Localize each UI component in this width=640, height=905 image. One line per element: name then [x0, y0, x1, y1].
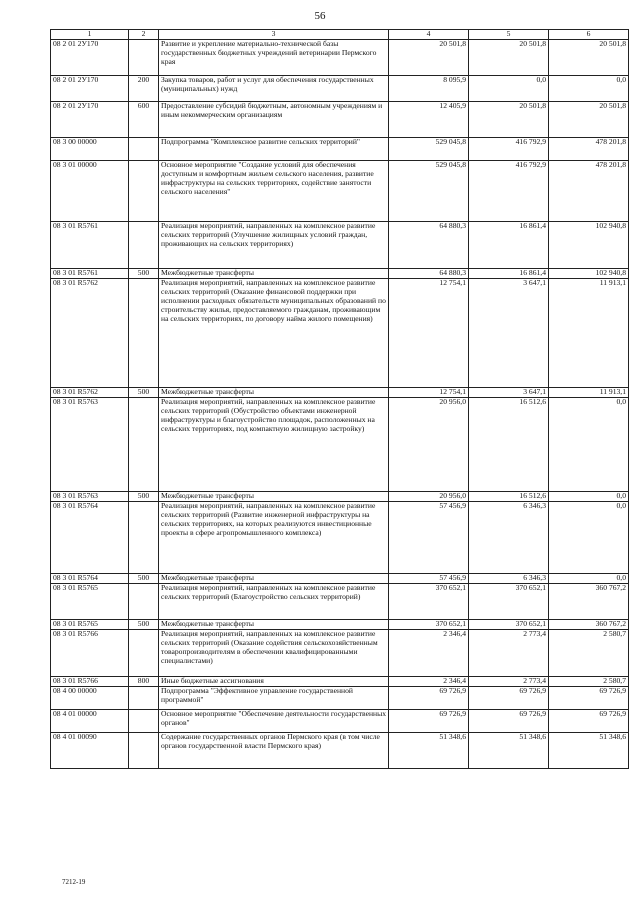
table-row — [51, 40, 629, 76]
amount-col6: 0,0 — [549, 76, 629, 102]
amount-col5: 0,0 — [469, 76, 549, 102]
budget-code: 08 4 01 00090 — [51, 733, 129, 769]
table-row — [51, 222, 629, 269]
amount-col4: 20 956,0 — [389, 492, 469, 502]
budget-code: 08 2 01 2У170 — [51, 76, 129, 102]
item-name: Закупка товаров, работ и услуг для обеспечения государственных (муниципальных) нужд — [159, 76, 389, 102]
table-row — [51, 584, 629, 620]
table-row — [51, 76, 629, 102]
item-name: Предоставление субсидий бюджетным, автономным учреждениям и иным некоммерческим организациям — [159, 102, 389, 138]
amount-col5: 20 501,8 — [469, 40, 549, 76]
amount-col6: 478 201,8 — [549, 161, 629, 222]
amount-col5: 6 346,3 — [469, 502, 549, 574]
item-name: Реализация мероприятий, направленных на комплексное развитие сельских территорий (Улучшение жилищных условий граждан, проживающих на сельских территориях) — [159, 222, 389, 269]
expense-type-code — [129, 398, 159, 492]
item-name: Межбюджетные трансферты — [159, 388, 389, 398]
amount-col4: 12 754,1 — [389, 279, 469, 388]
table-row — [51, 279, 629, 388]
amount-col4: 57 456,9 — [389, 574, 469, 584]
amount-col4: 12 405,9 — [389, 102, 469, 138]
amount-col5: 3 647,1 — [469, 279, 549, 388]
column-header-3: 3 — [159, 30, 389, 40]
amount-col6: 0,0 — [549, 492, 629, 502]
expense-type-code — [129, 502, 159, 574]
budget-code: 08 3 01 R5765 — [51, 584, 129, 620]
amount-col4: 529 045,8 — [389, 138, 469, 161]
budget-code: 08 3 01 R5763 — [51, 398, 129, 492]
table-row — [51, 677, 629, 687]
budget-code: 08 3 01 R5763 — [51, 492, 129, 502]
budget-code: 08 3 01 R5764 — [51, 574, 129, 584]
amount-col4: 12 754,1 — [389, 388, 469, 398]
budget-code: 08 4 00 00000 — [51, 687, 129, 710]
amount-col6: 0,0 — [549, 502, 629, 574]
amount-col4: 370 652,1 — [389, 620, 469, 630]
amount-col5: 3 647,1 — [469, 388, 549, 398]
budget-code: 08 3 00 00000 — [51, 138, 129, 161]
expense-type-code — [129, 733, 159, 769]
budget-table — [50, 29, 629, 769]
amount-col6: 102 940,8 — [549, 269, 629, 279]
amount-col6: 2 580,7 — [549, 677, 629, 687]
item-name: Реализация мероприятий, направленных на комплексное развитие сельских территорий (Оказание финансовой поддержки при исполнении расходных обязательств муниципальных образований по строительству жилья, предоставляемого гражданам, проживающим на сельских территориях, по договору найма жилого помещения) — [159, 279, 389, 388]
document-id: 7212-19 — [62, 878, 86, 886]
amount-col4: 20 501,8 — [389, 40, 469, 76]
expense-type-code — [129, 279, 159, 388]
item-name: Межбюджетные трансферты — [159, 620, 389, 630]
amount-col4: 57 456,9 — [389, 502, 469, 574]
amount-col6: 20 501,8 — [549, 102, 629, 138]
amount-col6: 360 767,2 — [549, 620, 629, 630]
budget-code: 08 4 01 00000 — [51, 710, 129, 733]
amount-col5: 370 652,1 — [469, 584, 549, 620]
budget-code: 08 3 01 R5762 — [51, 388, 129, 398]
budget-code: 08 3 01 00000 — [51, 161, 129, 222]
table-row — [51, 710, 629, 733]
table-row — [51, 492, 629, 502]
item-name: Реализация мероприятий, направленных на комплексное развитие сельских территорий (Оказание содействия сельскохозяйственным товаропроизводителям в обеспечении квалифицированными специалистами) — [159, 630, 389, 677]
amount-col6: 0,0 — [549, 398, 629, 492]
item-name: Иные бюджетные ассигнования — [159, 677, 389, 687]
expense-type-code: 800 — [129, 677, 159, 687]
item-name: Развитие и укрепление материально-технической базы государственных бюджетных учреждений ветеринарии Пермского края — [159, 40, 389, 76]
table-row — [51, 620, 629, 630]
amount-col4: 2 346,4 — [389, 630, 469, 677]
column-header-6: 6 — [549, 30, 629, 40]
amount-col6: 20 501,8 — [549, 40, 629, 76]
budget-code: 08 3 01 R5764 — [51, 502, 129, 574]
amount-col5: 20 501,8 — [469, 102, 549, 138]
amount-col4: 8 095,9 — [389, 76, 469, 102]
amount-col5: 416 792,9 — [469, 161, 549, 222]
item-name: Межбюджетные трансферты — [159, 492, 389, 502]
expense-type-code — [129, 138, 159, 161]
expense-type-code: 500 — [129, 574, 159, 584]
amount-col5: 16 512,6 — [469, 398, 549, 492]
item-name: Подпрограмма "Эффективное управление государственной программой" — [159, 687, 389, 710]
budget-code: 08 3 01 R5766 — [51, 677, 129, 687]
item-name: Реализация мероприятий, направленных на комплексное развитие сельских территорий (Развитие инженерной инфраструктуры на сельских территориях, на которых реализуются инвестиционные проекты в сфере агропромышленного комплекса) — [159, 502, 389, 574]
item-name: Реализация мероприятий, направленных на комплексное развитие сельских территорий (Благоустройство сельских территорий) — [159, 584, 389, 620]
amount-col5: 416 792,9 — [469, 138, 549, 161]
item-name: Реализация мероприятий, направленных на комплексное развитие сельских территорий (Обустройство объектами инженерной инфраструктуры и благоустройство площадок, расположенных на сельских территориях, под компактную жилищную застройку) — [159, 398, 389, 492]
amount-col4: 64 880,3 — [389, 269, 469, 279]
table-row — [51, 161, 629, 222]
expense-type-code — [129, 687, 159, 710]
budget-code: 08 3 01 R5761 — [51, 269, 129, 279]
expense-type-code — [129, 584, 159, 620]
amount-col5: 2 773,4 — [469, 677, 549, 687]
expense-type-code: 500 — [129, 492, 159, 502]
expense-type-code: 500 — [129, 388, 159, 398]
expense-type-code — [129, 630, 159, 677]
amount-col4: 64 880,3 — [389, 222, 469, 269]
column-header-1: 1 — [51, 30, 129, 40]
item-name: Межбюджетные трансферты — [159, 574, 389, 584]
table-row — [51, 574, 629, 584]
amount-col6: 11 913,1 — [549, 279, 629, 388]
amount-col4: 51 348,6 — [389, 733, 469, 769]
amount-col4: 69 726,9 — [389, 687, 469, 710]
amount-col5: 69 726,9 — [469, 710, 549, 733]
budget-code: 08 3 01 R5766 — [51, 630, 129, 677]
table-row — [51, 269, 629, 279]
table-row — [51, 102, 629, 138]
page-number: 56 — [314, 10, 326, 22]
column-header-2: 2 — [129, 30, 159, 40]
amount-col5: 69 726,9 — [469, 687, 549, 710]
table-row — [51, 388, 629, 398]
amount-col6: 11 913,1 — [549, 388, 629, 398]
amount-col4: 20 956,0 — [389, 398, 469, 492]
amount-col4: 370 652,1 — [389, 584, 469, 620]
table-row — [51, 687, 629, 710]
amount-col6: 0,0 — [549, 574, 629, 584]
amount-col6: 102 940,8 — [549, 222, 629, 269]
amount-col5: 6 346,3 — [469, 574, 549, 584]
expense-type-code: 200 — [129, 76, 159, 102]
budget-code: 08 2 01 2У170 — [51, 40, 129, 76]
amount-col6: 69 726,9 — [549, 710, 629, 733]
table-row — [51, 502, 629, 574]
budget-code: 08 3 01 R5762 — [51, 279, 129, 388]
budget-code: 08 2 01 2У170 — [51, 102, 129, 138]
expense-type-code: 500 — [129, 620, 159, 630]
amount-col4: 69 726,9 — [389, 710, 469, 733]
table-row — [51, 398, 629, 492]
item-name: Содержание государственных органов Пермского края (в том числе органов государственной власти Пермского края) — [159, 733, 389, 769]
table-row — [51, 630, 629, 677]
column-header-4: 4 — [389, 30, 469, 40]
budget-code: 08 3 01 R5765 — [51, 620, 129, 630]
column-header-5: 5 — [469, 30, 549, 40]
item-name: Основное мероприятие "Обеспечение деятельности государственных органов" — [159, 710, 389, 733]
expense-type-code: 600 — [129, 102, 159, 138]
amount-col4: 2 346,4 — [389, 677, 469, 687]
amount-col5: 370 652,1 — [469, 620, 549, 630]
amount-col4: 529 045,8 — [389, 161, 469, 222]
item-name: Основное мероприятие "Создание условий для обеспечения доступным и комфортным жильем сельского населения, развитие инфраструктуры на сельских территориях, содействие занятости сельского населения" — [159, 161, 389, 222]
amount-col6: 360 767,2 — [549, 584, 629, 620]
budget-code: 08 3 01 R5761 — [51, 222, 129, 269]
amount-col5: 16 512,6 — [469, 492, 549, 502]
expense-type-code — [129, 222, 159, 269]
expense-type-code — [129, 40, 159, 76]
amount-col5: 16 861,4 — [469, 222, 549, 269]
expense-type-code: 500 — [129, 269, 159, 279]
amount-col6: 2 580,7 — [549, 630, 629, 677]
amount-col5: 51 348,6 — [469, 733, 549, 769]
table-row — [51, 733, 629, 769]
item-name: Межбюджетные трансферты — [159, 269, 389, 279]
amount-col6: 51 348,6 — [549, 733, 629, 769]
table-row — [51, 138, 629, 161]
amount-col6: 478 201,8 — [549, 138, 629, 161]
amount-col6: 69 726,9 — [549, 687, 629, 710]
expense-type-code — [129, 710, 159, 733]
item-name: Подпрограмма "Комплексное развитие сельских территорий" — [159, 138, 389, 161]
amount-col5: 16 861,4 — [469, 269, 549, 279]
expense-type-code — [129, 161, 159, 222]
table-header-row — [51, 30, 629, 40]
amount-col5: 2 773,4 — [469, 630, 549, 677]
